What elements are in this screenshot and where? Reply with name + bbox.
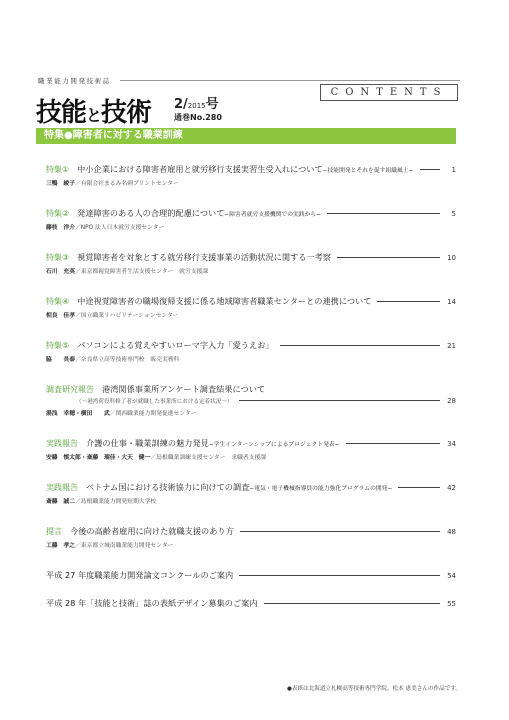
entry-affiliation: ／有限会社まるみ名刺プリントセンター [75,181,179,187]
entry-title: パソコンによる覚えやすいローマ字入力「愛うえお」 [77,340,274,350]
publisher-label: 職業能力開発技術誌 [38,77,111,85]
volume-number: 通巻No.280 [174,113,222,122]
entry-tag: 特集③ [46,253,70,262]
logo-part-b: と [86,106,102,125]
entry-tag: 提言 [46,527,62,536]
toc-entry-plain[interactable] [46,570,456,581]
entry-affiliation: ／国立職業リハビリテーションセンター [75,313,179,319]
entry-affiliation: ／東京都視覚障害者生活支援センター 就労支援課 [75,269,209,275]
entry-subtitle: （〜港湾荷役科修了者が就職した事業所における定着状況〜） [76,399,233,405]
entry-author: 石川 充英 [46,269,75,275]
entry-title: 介護の仕事・職業訓練の魅力発見−学生インターンシップによるプロジェクト発表− [86,438,340,448]
toc-entry[interactable] [46,208,456,231]
toc-entry[interactable] [46,384,456,417]
toc-entry-plain[interactable] [46,598,456,609]
entry-page: 54 [447,572,456,580]
entry-author: 藤枝 洋介 [46,225,75,231]
toc-entry[interactable] [46,482,456,505]
toc-entry[interactable] [46,526,456,549]
entry-title: 平成 27 年度職業能力開発論文コンクールのご案内 [46,570,234,580]
leader-line [239,575,440,576]
feature-banner: 特集●障害者に対する職業訓練 [36,128,456,144]
issue-year: 2015 [187,102,206,110]
entry-page: 1 [451,166,456,174]
toc-entry[interactable] [46,164,456,187]
logo-part-a: 技能 [36,98,87,128]
entry-affiliation: ／島根職業訓練支援センター 求職者支援課 [150,455,267,461]
entry-affiliation: ／奈良県立高等技術専門校 販売実務科 [75,357,180,363]
entry-tag: 調査研究報告 [46,385,94,394]
issue-suffix: 号 [205,97,219,112]
leader-line [264,603,440,604]
entry-tag: 特集④ [46,297,70,306]
entry-author: 脇 長泰 [46,357,75,363]
entry-page: 34 [447,440,456,448]
header-divider [120,80,460,81]
entry-tag: 特集② [46,209,70,218]
entry-page: 21 [447,342,456,350]
cover-credit-note: ●表紙は北海道立札幌高等技術専門学院、松本 恵美さんの作品です。 [286,686,461,692]
entry-title: 視覚障害者を対象とする就労移行支援事業の活動状況に関する一考察 [77,252,331,262]
logo-part-c: 技術 [101,98,152,128]
entry-title: 港湾関係事業所アンケート調査結果について [102,384,266,394]
leader-line [239,400,440,401]
toc-entry[interactable] [46,252,456,275]
entry-page: 48 [447,528,456,536]
entry-author: 相良 佳孝 [46,313,75,319]
leader-line [280,345,440,346]
issue-number [174,93,219,112]
entry-author: 斎藤 誠二 [46,499,75,505]
entry-title: 中途視覚障害者の職場復帰支援に係る地域障害者職業センターとの連携について [77,296,372,306]
magazine-logo [36,92,151,129]
contents-box: CONTENTS [320,84,458,101]
entry-tag: 特集⑤ [46,341,70,350]
entry-title: 発達障害のある人の合理的配慮について−障害者就労支援機関での実践から− [77,208,322,218]
leader-line [240,531,440,532]
entry-author: 湯浅 幸穂・横田 武 [46,411,110,417]
entry-affiliation: ／関西職業能力開発促進センター [109,411,197,417]
entry-affiliation: ／東京都立城南職業能力開発センター [75,543,174,549]
entry-affiliation: ／NPO 法人日本就労支援センター [75,225,165,231]
entry-page: 42 [447,484,456,492]
leader-line [337,257,440,258]
entry-author: 三鴨 綾子 [46,181,75,187]
entry-tag: 実践報告 [46,439,78,448]
entry-affiliation: ／島根職業能力開発短期大学校 [75,499,157,505]
leader-line [327,213,440,214]
leader-line [420,169,440,170]
toc-entry[interactable] [46,340,456,363]
issue-num: 2/ [174,97,188,112]
entry-page: 14 [447,298,456,306]
entry-title: 今後の高齢者雇用に向けた就職支援のあり方 [70,526,234,536]
leader-line [398,487,440,488]
entry-author: 安藤 慎太郎・斎藤 瑠佳・大天 健一 [46,455,151,461]
entry-page: 28 [447,397,456,405]
entry-title: 中小企業における障害者雇用と就労移行支援実習生受入れについて−技能開発とそれを促す組織風土− [77,164,414,174]
entry-title: ベトナム国における技術協力に向けての調査−電気・電子機械指導員の能力強化プログラムの開発− [86,482,393,492]
entry-author: 工藤 孝之 [46,543,75,549]
toc-entry[interactable] [46,296,456,319]
leader-line [346,443,440,444]
entry-page: 55 [447,600,456,608]
toc-entry[interactable] [46,438,456,461]
entry-title: 平成 28 年「技能と技術」誌の表紙デザイン募集のご案内 [46,598,258,608]
entry-tag: 実践報告 [46,483,78,492]
leader-line [377,301,440,302]
entry-tag: 特集① [46,165,70,174]
entry-page: 10 [447,254,456,262]
entry-page: 5 [451,210,456,218]
